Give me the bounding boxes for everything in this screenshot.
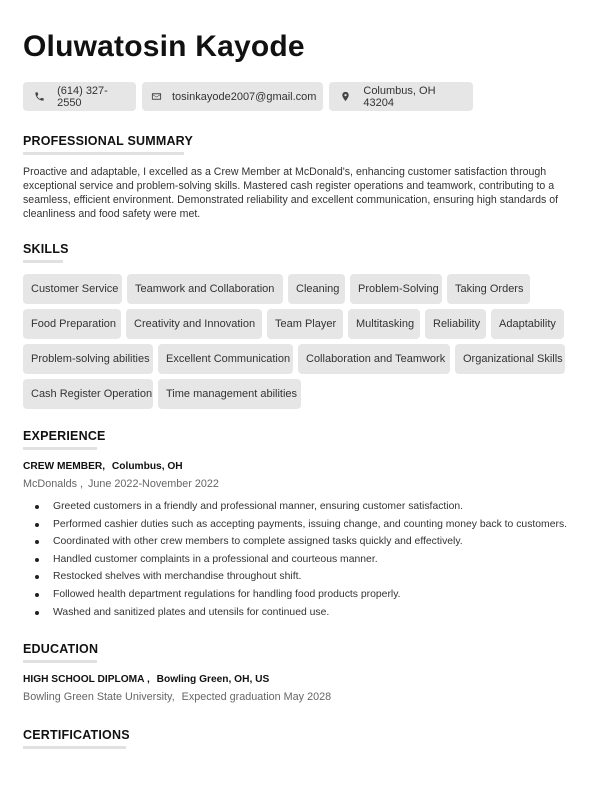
email-text: tosinkayode2007@gmail.com: [172, 90, 317, 103]
location-text: Columbus, OH 43204: [363, 84, 436, 109]
list-item: Washed and sanitized plates and utensils for continued use.: [33, 606, 593, 624]
skill-chip: Excellent Communication: [158, 344, 293, 374]
summary-text: Proactive and adaptable, I excelled as a Crew Member at McDonald's, enhancing customer satisfaction through exceptional service and problem-solving skills. Mastered cash register operations and teamwork, contributing to a seamless, efficient environment. Demonstrated reliability and excellent communication, ensuring high standards of cleanliness and food safety were met.: [23, 166, 559, 220]
job-dates: June 2022-November 2022: [88, 478, 219, 490]
experience-bullets: [33, 500, 593, 623]
skills-underline: [23, 260, 63, 263]
list-item: Followed health department regulations for handling food products properly.: [33, 588, 593, 606]
employer: McDonalds ,: [23, 478, 84, 490]
skill-chip: Customer Service: [23, 274, 122, 304]
list-item: Coordinated with other crew members to complete assigned tasks quickly and effectively.: [33, 535, 593, 553]
skill-chip: Cash Register Operation: [23, 379, 153, 409]
skill-chip: Time management abilities: [158, 379, 301, 409]
skills-heading: SKILLS: [23, 242, 69, 256]
list-item: Restocked shelves with merchandise throughout shift.: [33, 570, 593, 588]
job-employer-dates: [23, 478, 219, 490]
list-item: Performed cashier duties such as accepting payments, issuing change, and counting money back to customers.: [33, 518, 593, 536]
email-contact: [142, 82, 323, 111]
mail-icon: [151, 89, 162, 105]
skills-row: [23, 309, 583, 339]
job-role: CREW MEMBER,: [23, 461, 106, 472]
education-degree: [23, 674, 269, 685]
education-heading: EDUCATION: [23, 642, 99, 656]
list-item: Handled customer complaints in a professional and courteous manner.: [33, 553, 593, 571]
skills-row: [23, 344, 583, 374]
skills-row: [23, 274, 583, 304]
skill-chip: Organizational Skills: [455, 344, 565, 374]
degree: HIGH SCHOOL DIPLOMA ,: [23, 674, 150, 685]
summary-heading: PROFESSIONAL SUMMARY: [23, 134, 193, 148]
candidate-name: Oluwatosin Kayode: [23, 30, 305, 63]
job-location: Columbus, OH: [111, 461, 183, 472]
experience-underline: [23, 447, 97, 450]
skill-chip: Adaptability: [491, 309, 564, 339]
education-location: Bowling Green, OH, US: [156, 674, 270, 685]
skills-row: [23, 379, 583, 409]
certifications-heading: CERTIFICATIONS: [23, 728, 130, 742]
graduation-date: Expected graduation May 2028: [181, 691, 332, 703]
skill-chip: Teamwork and Collaboration: [127, 274, 283, 304]
education-underline: [23, 660, 97, 663]
skill-chip: Creativity and Innovation: [126, 309, 262, 339]
skill-chip: Food Preparation: [23, 309, 121, 339]
skill-chip: Multitasking: [348, 309, 420, 339]
skill-chip: Problem-solving abilities: [23, 344, 153, 374]
school-name: Bowling Green State University,: [23, 691, 175, 703]
phone-contact: [23, 82, 136, 111]
skill-chip: Team Player: [267, 309, 343, 339]
skill-chip: Reliability: [425, 309, 486, 339]
contact-bar: [23, 82, 473, 111]
location-pin-icon: [338, 89, 353, 105]
skills-list: [23, 274, 583, 414]
job-title: [23, 461, 183, 472]
summary-underline: [23, 152, 184, 155]
phone-icon: [32, 89, 47, 105]
location-contact: [329, 82, 473, 111]
phone-text: (614) 327-2550: [57, 84, 108, 109]
skill-chip: Problem-Solving: [350, 274, 442, 304]
skill-chip: Cleaning: [288, 274, 345, 304]
list-item: Greeted customers in a friendly and professional manner, ensuring customer satisfaction.: [33, 500, 593, 518]
education-school: [23, 691, 331, 703]
experience-heading: EXPERIENCE: [23, 429, 106, 443]
skill-chip: Collaboration and Teamwork: [298, 344, 450, 374]
skill-chip: Taking Orders: [447, 274, 530, 304]
certifications-underline: [23, 746, 126, 749]
